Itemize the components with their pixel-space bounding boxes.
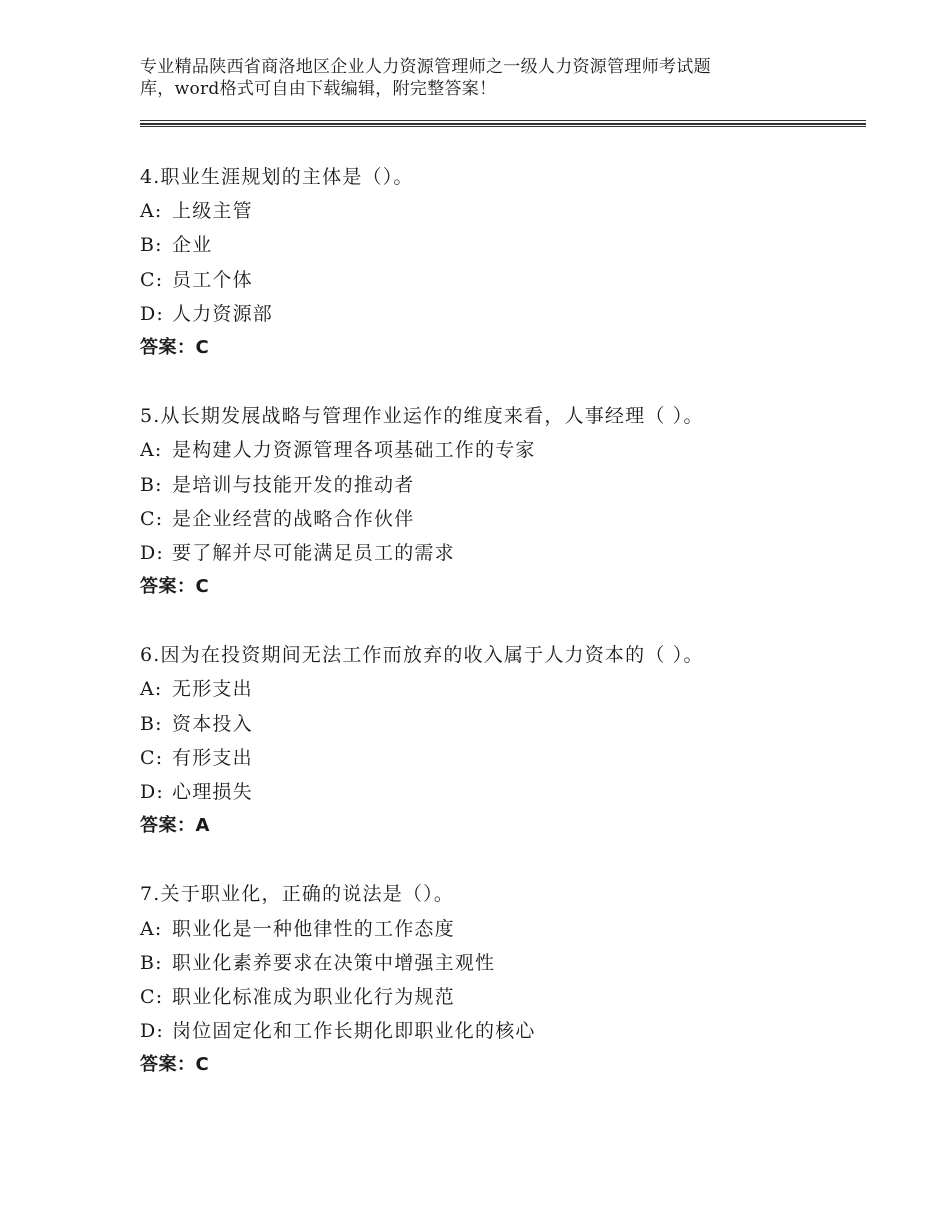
question-stem: 6.因为在投资期间无法工作而放弃的收入属于人力资本的（ ）。 xyxy=(140,644,704,667)
option-c xyxy=(140,263,866,297)
option-b xyxy=(140,707,866,741)
option-letter: A: xyxy=(140,917,163,940)
option-letter: A: xyxy=(140,439,163,462)
option-letter: D: xyxy=(140,541,165,564)
option-letter: C: xyxy=(140,985,164,1008)
option-d xyxy=(140,775,866,809)
option-letter: A: xyxy=(140,678,163,701)
header-line-2: 库，word格式可自由下载编辑，附完整答案！ xyxy=(140,79,497,99)
option-text: 人力资源部 xyxy=(172,302,274,325)
option-text: 是培训与技能开发的推动者 xyxy=(172,473,415,496)
question-6 xyxy=(140,638,866,843)
option-letter: D: xyxy=(140,302,165,325)
option-letter: D: xyxy=(140,1020,165,1043)
option-letter: D: xyxy=(140,781,165,803)
option-c xyxy=(140,741,866,775)
question-7 xyxy=(140,877,866,1082)
option-letter: A: xyxy=(140,200,163,223)
option-text: 无形支出 xyxy=(172,678,253,701)
option-text: 资本投入 xyxy=(172,712,253,735)
option-b xyxy=(140,468,866,502)
option-text: 上级主管 xyxy=(172,200,253,223)
option-text: 职业化素养要求在决策中增强主观性 xyxy=(172,951,496,974)
answer-line: 答案：C xyxy=(140,1054,210,1076)
option-a xyxy=(140,672,866,706)
option-text: 企业 xyxy=(172,234,213,257)
option-d xyxy=(140,1014,866,1048)
option-text: 是企业经营的战略合作伙伴 xyxy=(172,507,415,530)
option-c xyxy=(140,980,866,1014)
document-header xyxy=(140,56,780,100)
header-divider-middle xyxy=(140,123,866,125)
question-5 xyxy=(140,399,866,604)
question-stem: 4.职业生涯规划的主体是（）。 xyxy=(140,166,414,188)
option-letter: C: xyxy=(140,268,164,291)
answer-line: 答案：C xyxy=(140,576,210,598)
question-4 xyxy=(140,160,866,365)
option-b xyxy=(140,228,866,262)
option-letter: B: xyxy=(140,473,163,496)
question-stem: 7.关于职业化，正确的说法是（）。 xyxy=(140,883,455,906)
option-letter: B: xyxy=(140,951,163,974)
option-d xyxy=(140,297,866,331)
option-a xyxy=(140,194,866,228)
header-divider-top xyxy=(140,120,866,121)
option-text: 有形支出 xyxy=(172,746,253,769)
option-text: 要了解并尽可能满足员工的需求 xyxy=(172,541,455,564)
option-d xyxy=(140,536,866,570)
option-text: 心理损失 xyxy=(172,781,253,803)
question-stem: 5.从长期发展战略与管理作业运作的维度来看，人事经理（ ）。 xyxy=(140,405,704,428)
option-text: 员工个体 xyxy=(172,268,253,291)
option-letter: C: xyxy=(140,507,164,530)
option-letter: B: xyxy=(140,712,163,735)
option-letter: C: xyxy=(140,746,164,769)
option-text: 职业化是一种他律性的工作态度 xyxy=(172,917,455,940)
header-divider-bottom xyxy=(140,126,866,127)
option-text: 职业化标准成为职业化行为规范 xyxy=(172,985,455,1008)
answer-line: 答案：C xyxy=(140,336,210,358)
option-b xyxy=(140,946,866,980)
answer-line: 答案：A xyxy=(140,815,210,837)
option-letter: B: xyxy=(140,234,163,257)
header-line-1: 专业精品陕西省商洛地区企业人力资源管理师之一级人力资源管理师考试题 xyxy=(140,57,711,77)
option-a xyxy=(140,912,866,946)
question-list xyxy=(140,160,866,1117)
option-text: 岗位固定化和工作长期化即职业化的核心 xyxy=(172,1020,536,1043)
option-c xyxy=(140,502,866,536)
option-text: 是构建人力资源管理各项基础工作的专家 xyxy=(172,439,536,462)
option-a xyxy=(140,433,866,467)
